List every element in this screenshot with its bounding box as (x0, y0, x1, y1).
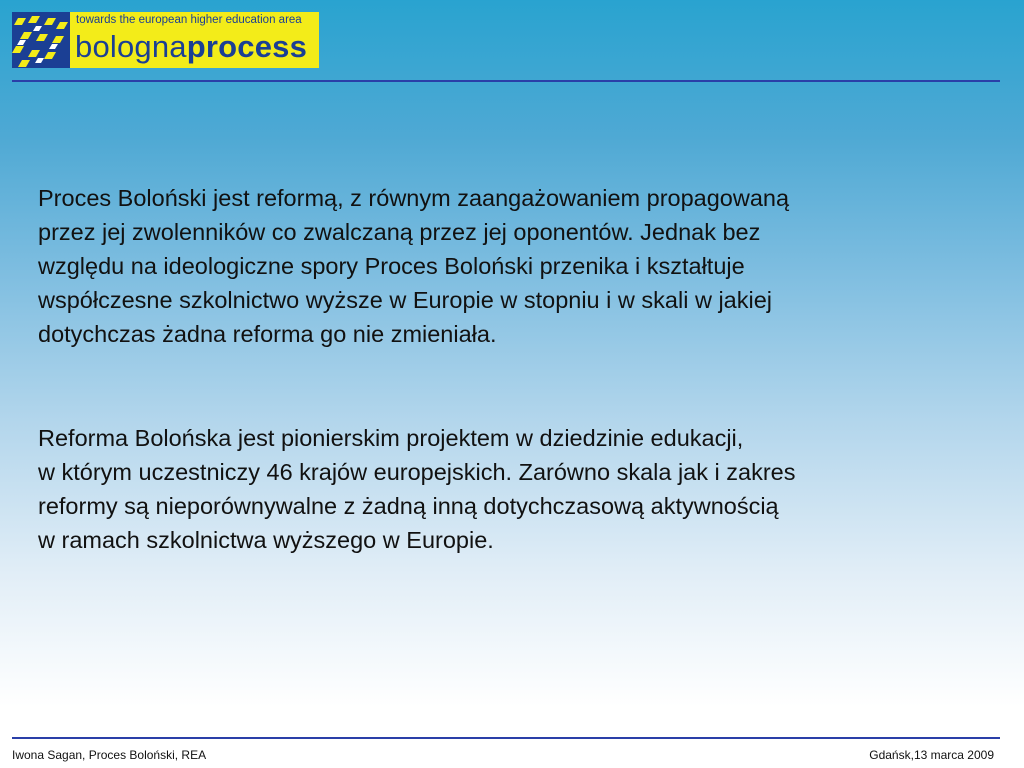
header-divider (12, 80, 1000, 82)
paragraph-2: Reforma Bolońska jest pionierskim projektem w dziedzinie edukacji, w którym uczestniczy 46 krajów europejskich. Zarówno skala jak i zakres reformy są nieporównywalne z żadną inną dotychczasową aktywnością w ramach szkolnictwa wyższego w Europie. (38, 425, 796, 553)
stars-arrows-icon (12, 12, 70, 68)
footer-author: Iwona Sagan, Proces Boloński, REA (12, 748, 207, 762)
logo-title (75, 29, 307, 65)
paragraph-1: Proces Boloński jest reformą, z równym zaangażowaniem propagowaną przez jej zwolenników co zwalczaną przez jej oponentów. Jednak bez względu na ideologiczne spory Proces Boloński przenika i kształtuje współczesne szkolnictwo wyższe w Europie w stopniu i w skali w jakiej dotychczas żadna reforma go nie zmieniała. (38, 185, 790, 347)
bologna-process-logo (12, 12, 319, 68)
logo-title-process: process (186, 29, 308, 64)
footer-divider (12, 737, 1000, 739)
footer-date: Gdańsk,13 marca 2009 (869, 748, 994, 762)
logo-tagline: towards the european higher education area (76, 14, 302, 26)
logo-title-bologna: bologna (75, 29, 187, 64)
